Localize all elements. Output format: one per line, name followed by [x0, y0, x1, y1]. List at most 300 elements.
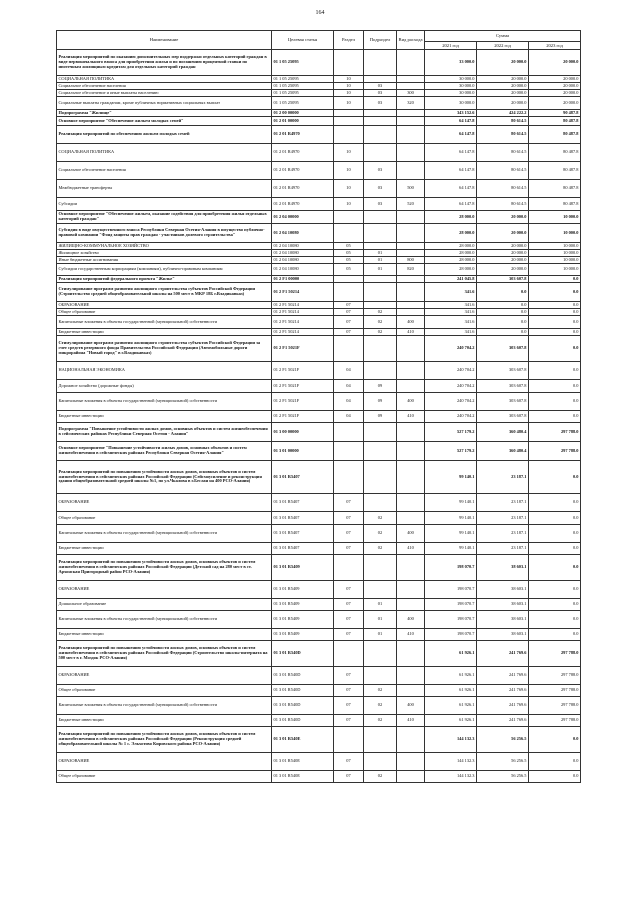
- row-2021: 99 140.1: [425, 525, 477, 543]
- row-podrazdel: 01: [364, 629, 397, 641]
- row-razdel: 04: [334, 393, 364, 411]
- row-2021: 61 926.1: [425, 697, 477, 715]
- row-podrazdel: 02: [364, 512, 397, 525]
- table-row: [57, 257, 581, 264]
- row-vid: [397, 461, 425, 494]
- row-vid: [397, 126, 425, 144]
- row-2021: 64 147.8: [425, 117, 477, 126]
- row-target: 01 2 04 10080: [272, 264, 334, 276]
- row-2021: 30 000.0: [425, 90, 477, 97]
- budget-table: [56, 30, 581, 783]
- table-body: [57, 50, 581, 783]
- row-razdel: [334, 117, 364, 126]
- row-razdel: 10: [334, 180, 364, 198]
- table-row: [57, 362, 581, 380]
- row-target: 01 2 F1 50214: [272, 309, 334, 316]
- row-2023: 0.0: [529, 629, 581, 641]
- row-name: ОБРАЗОВАНИЕ: [57, 753, 272, 771]
- row-2023: 0.0: [529, 276, 581, 283]
- row-2023: 0.0: [529, 329, 581, 336]
- row-podrazdel: [364, 283, 397, 302]
- table-row: [57, 685, 581, 697]
- row-name: Основное мероприятие "Повышение устойчивости жилых домов, основных объектов и систем жизнеобеспечения в сейсмических районах Республики Северная Осетия-Алания": [57, 442, 272, 461]
- row-vid: [397, 162, 425, 180]
- table-row: [57, 76, 581, 83]
- row-target: 01 3 01 R540D: [272, 697, 334, 715]
- row-2023: 297 788.0: [529, 715, 581, 727]
- row-razdel: 07: [334, 667, 364, 685]
- row-2023: 90 487.8: [529, 110, 581, 117]
- table-row: [57, 309, 581, 316]
- row-target: 01 3 01 R5409: [272, 629, 334, 641]
- row-razdel: 07: [334, 512, 364, 525]
- table-row: [57, 50, 581, 76]
- row-target: 01 2 F1 5021F: [272, 411, 334, 423]
- table-row: [57, 611, 581, 629]
- row-2021: 99 140.1: [425, 512, 477, 525]
- row-name: Бюджетные инвестиции: [57, 543, 272, 555]
- row-name: ОБРАЗОВАНИЕ: [57, 581, 272, 599]
- row-podrazdel: 02: [364, 316, 397, 329]
- table-row: [57, 599, 581, 611]
- table-row: [57, 211, 581, 224]
- row-2023: 297 788.0: [529, 667, 581, 685]
- header-year-2023: 2023 год: [529, 42, 581, 50]
- row-name: Социальное обеспечение населения: [57, 162, 272, 180]
- row-2023: 10 000.0: [529, 224, 581, 243]
- row-name: Капитальные вложения в объекты государственной (муниципальной) собственности: [57, 697, 272, 715]
- header-razdel: Раздел: [334, 31, 364, 50]
- row-2021: 144 132.3: [425, 771, 477, 783]
- row-target: 01 2 04 00000: [272, 211, 334, 224]
- row-2022: 0.0: [477, 316, 529, 329]
- row-razdel: [334, 423, 364, 442]
- page-number: 164: [315, 10, 325, 16]
- row-2021: 28 000.0: [425, 257, 477, 264]
- row-name: Реализация мероприятий по повышению устойчивости жилых домов, основных объектов и систем жизнеобеспечения в сейсмических районах Российской Федерации (Детский сад на 280 мест в ст. Архонская Пригородный район РСО-Алания): [57, 555, 272, 581]
- row-2022: 303 607.8: [477, 276, 529, 283]
- row-vid: 410: [397, 543, 425, 555]
- row-2022: 303 607.8: [477, 393, 529, 411]
- row-2023: 20 000.0: [529, 97, 581, 110]
- row-2023: 297 788.0: [529, 641, 581, 667]
- row-name: Стимулирование программ развития жилищного строительства субъектов Российской Федерации за счет средств резервного фонда Правительства Российской Федерации (Автомобильные дороги микрорайона "Новый город" в г.Владикавказ): [57, 336, 272, 362]
- row-vid: 300: [397, 90, 425, 97]
- row-podrazdel: [364, 581, 397, 599]
- row-2022: 56 256.5: [477, 771, 529, 783]
- row-vid: [397, 771, 425, 783]
- row-name: Бюджетные инвестиции: [57, 411, 272, 423]
- row-2022: 20 000.0: [477, 83, 529, 90]
- row-podrazdel: 03: [364, 90, 397, 97]
- row-razdel: 07: [334, 771, 364, 783]
- row-name: ЖИЛИЩНО-КОММУНАЛЬНОЕ ХОЗЯЙСТВО: [57, 243, 272, 250]
- table-row: [57, 494, 581, 512]
- row-podrazdel: 02: [364, 525, 397, 543]
- table-row: [57, 180, 581, 198]
- row-target: 01 1 05 25095: [272, 90, 334, 97]
- row-2022: 303 607.8: [477, 380, 529, 393]
- row-2023: 0.0: [529, 336, 581, 362]
- row-target: 01 2 F1 50214: [272, 302, 334, 309]
- row-razdel: 07: [334, 543, 364, 555]
- row-2021: 198 070.7: [425, 629, 477, 641]
- row-razdel: 07: [334, 629, 364, 641]
- row-2023: 0.0: [529, 411, 581, 423]
- row-podrazdel: 03: [364, 180, 397, 198]
- row-2023: 20 000.0: [529, 90, 581, 97]
- row-2023: 297 788.0: [529, 697, 581, 715]
- row-razdel: 10: [334, 83, 364, 90]
- table-row: [57, 380, 581, 393]
- row-razdel: 07: [334, 494, 364, 512]
- row-target: 01 2 F1 50214: [272, 316, 334, 329]
- row-target: 01 2 01 R4970: [272, 162, 334, 180]
- row-vid: [397, 144, 425, 162]
- row-2021: 61 926.1: [425, 715, 477, 727]
- row-target: 01 3 01 R540E: [272, 727, 334, 753]
- row-2021: 341.6: [425, 309, 477, 316]
- row-2023: 80 487.8: [529, 117, 581, 126]
- row-razdel: 07: [334, 697, 364, 715]
- header-sum: Сумма: [425, 31, 581, 42]
- row-2022: 80 614.5: [477, 198, 529, 211]
- row-razdel: 07: [334, 581, 364, 599]
- row-2023: 80 487.8: [529, 126, 581, 144]
- row-razdel: [334, 461, 364, 494]
- row-target: 01 2 F1 50214: [272, 283, 334, 302]
- row-2022: 303 607.8: [477, 411, 529, 423]
- row-2022: 360 480.4: [477, 442, 529, 461]
- row-name: Субсидия в виде имущественного взноса Республики Северная Осетия-Алания в имущество публично-правовой компании "Фонд защиты прав граждан - участников долевого строительства": [57, 224, 272, 243]
- row-2022: 424 222.2: [477, 110, 529, 117]
- row-2023: 0.0: [529, 581, 581, 599]
- row-target: 01 3 01 R5409: [272, 555, 334, 581]
- row-name: НАЦИОНАЛЬНАЯ ЭКОНОМИКА: [57, 362, 272, 380]
- row-razdel: [334, 110, 364, 117]
- table-row: [57, 90, 581, 97]
- row-vid: 410: [397, 329, 425, 336]
- row-target: 01 3 01 R5407: [272, 512, 334, 525]
- table-row: [57, 697, 581, 715]
- row-podrazdel: [364, 76, 397, 83]
- row-vid: [397, 599, 425, 611]
- row-podrazdel: [364, 117, 397, 126]
- row-podrazdel: [364, 442, 397, 461]
- row-target: 01 2 F1 5021F: [272, 362, 334, 380]
- row-2021: 28 000.0: [425, 243, 477, 250]
- row-podrazdel: 09: [364, 393, 397, 411]
- table-row: [57, 198, 581, 211]
- row-razdel: 04: [334, 362, 364, 380]
- row-target: 01 3 01 R5407: [272, 525, 334, 543]
- table-row: [57, 117, 581, 126]
- row-vid: [397, 512, 425, 525]
- row-2023: 0.0: [529, 771, 581, 783]
- row-target: 01 3 01 R5409: [272, 611, 334, 629]
- row-2021: 240 704.2: [425, 380, 477, 393]
- row-podrazdel: 02: [364, 543, 397, 555]
- row-2023: 0.0: [529, 461, 581, 494]
- row-2022: 20 000.0: [477, 250, 529, 257]
- row-vid: 800: [397, 257, 425, 264]
- row-vid: [397, 276, 425, 283]
- row-razdel: [334, 211, 364, 224]
- row-2023: 0.0: [529, 380, 581, 393]
- row-razdel: 05: [334, 243, 364, 250]
- row-podrazdel: [364, 641, 397, 667]
- row-2023: 297 788.0: [529, 442, 581, 461]
- row-razdel: 10: [334, 144, 364, 162]
- row-target: 01 2 01 R4970: [272, 126, 334, 144]
- row-2022: 80 614.5: [477, 144, 529, 162]
- row-2022: 20 000.0: [477, 224, 529, 243]
- row-2022: 0.0: [477, 302, 529, 309]
- table-row: [57, 581, 581, 599]
- row-vid: [397, 211, 425, 224]
- row-2022: 241 769.6: [477, 715, 529, 727]
- row-2021: 33 000.0: [425, 50, 477, 76]
- row-name: Стимулирование программ развития жилищного строительства субъектов Российской Федерации (Строительство средней общеобразовательной школы на 500 мест в МКР 18Б г.Владикавказ): [57, 283, 272, 302]
- row-name: Бюджетные инвестиции: [57, 715, 272, 727]
- row-name: Общее образование: [57, 309, 272, 316]
- row-name: Бюджетные инвестиции: [57, 629, 272, 641]
- row-2023: 20 000.0: [529, 50, 581, 76]
- row-razdel: [334, 336, 364, 362]
- row-2022: 80 614.5: [477, 117, 529, 126]
- row-2023: 10 000.0: [529, 211, 581, 224]
- row-target: 01 3 01 R5409: [272, 599, 334, 611]
- table-row: [57, 641, 581, 667]
- table-row: [57, 329, 581, 336]
- row-vid: 410: [397, 629, 425, 641]
- header-podrazdel: Подраздел: [364, 31, 397, 50]
- row-2022: 20 000.0: [477, 211, 529, 224]
- row-2021: 241 045.8: [425, 276, 477, 283]
- table-row: [57, 461, 581, 494]
- row-name: Социальное обеспечение и иные выплаты населению: [57, 90, 272, 97]
- table-row: [57, 543, 581, 555]
- row-target: 01 2 01 R4970: [272, 144, 334, 162]
- row-2022: 241 769.6: [477, 641, 529, 667]
- row-vid: [397, 110, 425, 117]
- row-razdel: 07: [334, 316, 364, 329]
- row-podrazdel: 03: [364, 83, 397, 90]
- row-2022: 20 000.0: [477, 76, 529, 83]
- row-podrazdel: [364, 276, 397, 283]
- row-2021: 99 140.1: [425, 494, 477, 512]
- row-target: 01 2 01 00000: [272, 117, 334, 126]
- row-2021: 99 140.1: [425, 461, 477, 494]
- row-name: Субсидии: [57, 198, 272, 211]
- row-vid: [397, 555, 425, 581]
- row-podrazdel: [364, 110, 397, 117]
- row-name: Дошкольное образование: [57, 599, 272, 611]
- header-year-2022: 2022 год: [477, 42, 529, 50]
- row-2023: 0.0: [529, 362, 581, 380]
- row-vid: [397, 283, 425, 302]
- row-2023: 0.0: [529, 555, 581, 581]
- table-row: [57, 83, 581, 90]
- row-name: Реализация мероприятий по оказанию дополнительных мер поддержки отдельных категорий граждан в виде первоначального взноса для приобретения жилья и по погашению процентной ставки по ипотечным жилищным кредитам для отдельных категорий граждан: [57, 50, 272, 76]
- row-vid: [397, 727, 425, 753]
- row-2021: 61 926.1: [425, 641, 477, 667]
- row-2022: 20 000.0: [477, 90, 529, 97]
- row-2022: 20 000.0: [477, 264, 529, 276]
- row-2023: 0.0: [529, 599, 581, 611]
- row-2021: 198 070.7: [425, 555, 477, 581]
- row-vid: [397, 224, 425, 243]
- row-target: 01 3 01 R540D: [272, 715, 334, 727]
- row-2022: 241 769.6: [477, 685, 529, 697]
- row-2021: 341.6: [425, 316, 477, 329]
- row-name: Межбюджетные трансферты: [57, 180, 272, 198]
- row-name: Бюджетные инвестиции: [57, 329, 272, 336]
- row-2021: 64 147.8: [425, 198, 477, 211]
- row-name: Социальные выплаты гражданам, кроме публичных нормативных социальных выплат: [57, 97, 272, 110]
- row-2022: 56 256.5: [477, 753, 529, 771]
- row-razdel: 07: [334, 329, 364, 336]
- row-razdel: 10: [334, 162, 364, 180]
- row-podrazdel: 03: [364, 198, 397, 211]
- row-2021: 30 000.0: [425, 76, 477, 83]
- table-row: [57, 276, 581, 283]
- row-name: Реализация мероприятий по повышению устойчивости жилых домов, основных объектов и систем жизнеобеспечения в сейсмических районах Российской Федерации (Сейсмоусиление и реконструкция здания общеобразовательной средней школы №1, по ул.Чкалова в г.Беслан на 400 РСО-Алания): [57, 461, 272, 494]
- row-razdel: 10: [334, 198, 364, 211]
- row-podrazdel: [364, 727, 397, 753]
- row-name: ОБРАЗОВАНИЕ: [57, 302, 272, 309]
- row-2021: 28 000.0: [425, 224, 477, 243]
- table-row: [57, 224, 581, 243]
- row-2023: 20 000.0: [529, 76, 581, 83]
- table-row: [57, 97, 581, 110]
- row-2022: 20 000.0: [477, 50, 529, 76]
- table-row: [57, 512, 581, 525]
- row-target: 01 3 01 R5407: [272, 543, 334, 555]
- row-2023: 80 487.8: [529, 180, 581, 198]
- row-podrazdel: [364, 667, 397, 685]
- row-2023: 0.0: [529, 525, 581, 543]
- row-podrazdel: [364, 126, 397, 144]
- row-target: 01 2 F1 5021F: [272, 380, 334, 393]
- row-name: Подпрограмма "Жилище": [57, 110, 272, 117]
- row-vid: 400: [397, 697, 425, 715]
- row-name: Подпрограмма "Повышение устойчивости жилых домов, основных объектов и систем жизнеобеспечения в сейсмических районах Республики Северная Осетия - Алания": [57, 423, 272, 442]
- table-row: [57, 283, 581, 302]
- row-2023: 80 487.8: [529, 198, 581, 211]
- row-name: Общее образование: [57, 685, 272, 697]
- row-name: Общее образование: [57, 512, 272, 525]
- row-podrazdel: 01: [364, 599, 397, 611]
- row-target: 01 3 01 R540D: [272, 641, 334, 667]
- row-name: Реализация мероприятий по повышению устойчивости жилых домов, основных объектов и систем жизнеобеспечения в сейсмических районах Российской Федерации (Реконструкция средней общеобразовательной школы № 1 с. Эльхотово Кировского района РСО-Алания): [57, 727, 272, 753]
- row-vid: [397, 641, 425, 667]
- row-podrazdel: 01: [364, 250, 397, 257]
- row-vid: [397, 380, 425, 393]
- table-row: [57, 316, 581, 329]
- table-row: [57, 264, 581, 276]
- row-vid: [397, 50, 425, 76]
- row-target: 01 2 04 10080: [272, 224, 334, 243]
- row-target: 01 2 F1 5021F: [272, 336, 334, 362]
- row-name: Капитальные вложения в объекты государственной (муниципальной) собственности: [57, 316, 272, 329]
- row-2021: 198 070.7: [425, 581, 477, 599]
- row-vid: [397, 442, 425, 461]
- row-2023: 10 000.0: [529, 243, 581, 250]
- row-razdel: [334, 641, 364, 667]
- row-razdel: [334, 555, 364, 581]
- row-2021: 341.6: [425, 302, 477, 309]
- row-razdel: 07: [334, 525, 364, 543]
- row-podrazdel: [364, 144, 397, 162]
- row-target: 01 3 01 R540E: [272, 771, 334, 783]
- row-name: Дорожное хозяйство (дорожные фонды): [57, 380, 272, 393]
- row-vid: 400: [397, 611, 425, 629]
- row-podrazdel: 03: [364, 97, 397, 110]
- table-row: [57, 423, 581, 442]
- row-razdel: 10: [334, 97, 364, 110]
- row-vid: [397, 117, 425, 126]
- row-razdel: 04: [334, 380, 364, 393]
- row-podrazdel: [364, 224, 397, 243]
- row-2021: 61 926.1: [425, 685, 477, 697]
- row-2023: 0.0: [529, 543, 581, 555]
- row-2022: 360 480.4: [477, 423, 529, 442]
- row-razdel: 07: [334, 302, 364, 309]
- row-razdel: 05: [334, 257, 364, 264]
- row-target: 01 3 01 R540E: [272, 753, 334, 771]
- row-2022: 23 187.1: [477, 525, 529, 543]
- row-name: Основное мероприятие "Обеспечение жильем, оказание содействия для приобретения жилья отдельных категорий граждан": [57, 211, 272, 224]
- table-row: [57, 442, 581, 461]
- row-2022: 80 614.5: [477, 180, 529, 198]
- row-razdel: [334, 276, 364, 283]
- table-row: [57, 629, 581, 641]
- table-row: [57, 667, 581, 685]
- row-podrazdel: 02: [364, 715, 397, 727]
- table-row: [57, 393, 581, 411]
- row-razdel: 07: [334, 753, 364, 771]
- row-vid: 400: [397, 393, 425, 411]
- row-2021: 341.6: [425, 329, 477, 336]
- row-razdel: [334, 283, 364, 302]
- row-vid: 820: [397, 264, 425, 276]
- row-podrazdel: [364, 243, 397, 250]
- row-2022: 38 603.1: [477, 581, 529, 599]
- table-row: [57, 771, 581, 783]
- row-name: Реализация мероприятий по обеспечению жильем молодых семей: [57, 126, 272, 144]
- row-2023: 0.0: [529, 316, 581, 329]
- row-2023: 0.0: [529, 309, 581, 316]
- table-row: [57, 411, 581, 423]
- table-row: [57, 144, 581, 162]
- row-2021: 28 000.0: [425, 211, 477, 224]
- row-2022: 80 614.5: [477, 162, 529, 180]
- row-target: 01 3 00 00000: [272, 423, 334, 442]
- row-2021: 527 179.2: [425, 442, 477, 461]
- row-name: Жилищное хозяйство: [57, 250, 272, 257]
- row-vid: [397, 302, 425, 309]
- row-2022: 23 187.1: [477, 494, 529, 512]
- row-razdel: 07: [334, 685, 364, 697]
- row-2022: 38 603.1: [477, 555, 529, 581]
- row-name: СОЦИАЛЬНАЯ ПОЛИТИКА: [57, 144, 272, 162]
- row-2021: 64 147.8: [425, 162, 477, 180]
- row-2021: 240 704.2: [425, 393, 477, 411]
- row-2023: 0.0: [529, 611, 581, 629]
- table-row: [57, 336, 581, 362]
- row-2022: 56 256.5: [477, 727, 529, 753]
